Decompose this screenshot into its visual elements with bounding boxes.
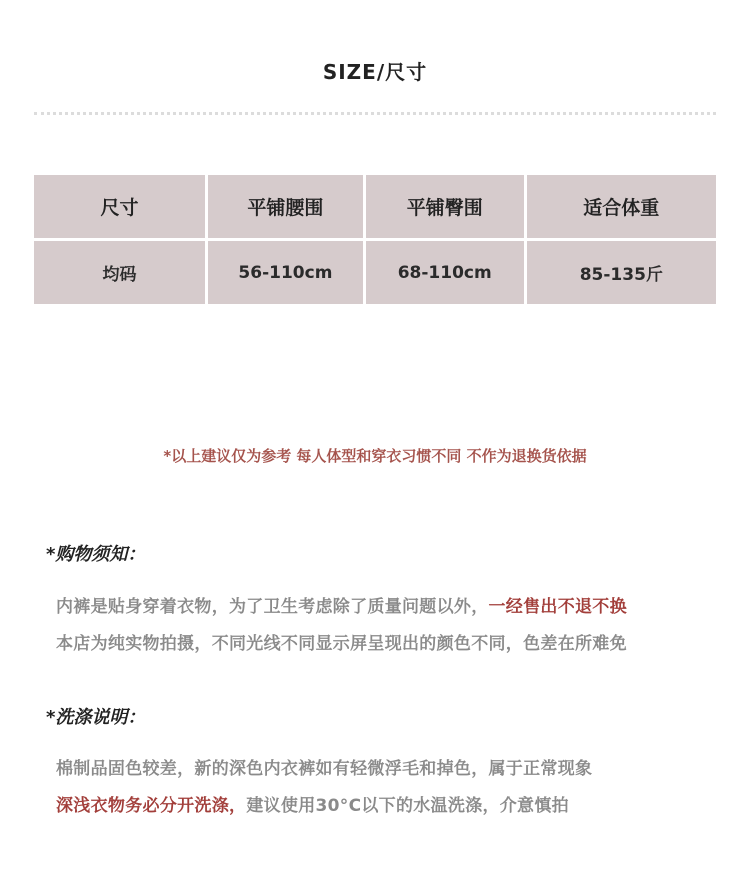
page-title: SIZE/尺寸 bbox=[322, 60, 428, 84]
washing-line-1: 棉制品固色较差，新的深色内衣裤如有轻微浮毛和掉色，属于正常现象 bbox=[56, 759, 593, 779]
reference-note: *以上建议仅为参考 每人体型和穿衣习惯不同 不作为退换货依据 bbox=[163, 447, 587, 465]
table-cell: 85-135斤 bbox=[527, 241, 716, 304]
shopping-notice-title: *购物须知： bbox=[46, 544, 146, 565]
table-header-cell: 尺寸 bbox=[34, 175, 205, 238]
shopping-notice-line-1 bbox=[56, 592, 627, 617]
dotted-divider bbox=[34, 112, 716, 115]
shopping-line-1-text: 内裤是贴身穿着衣物，为了卫生考虑除了质量问题以外， bbox=[56, 597, 489, 617]
size-table bbox=[31, 172, 719, 307]
table-header-cell: 适合体重 bbox=[527, 175, 716, 238]
washing-line-2-text: 建议使用30°C以下的水温洗涤，介意慎拍 bbox=[246, 796, 569, 816]
washing-line-2 bbox=[56, 791, 569, 816]
table-row bbox=[34, 241, 716, 304]
separate-wash-highlight: 深浅衣物务必分开洗涤， bbox=[56, 796, 247, 816]
table-cell: 68-110cm bbox=[366, 241, 524, 304]
washing-instructions-title: *洗涤说明： bbox=[46, 707, 146, 728]
table-header-cell: 平铺腰围 bbox=[208, 175, 363, 238]
table-cell: 56-110cm bbox=[208, 241, 363, 304]
table-header-cell: 平铺臀围 bbox=[366, 175, 524, 238]
shopping-notice-line-2: 本店为纯实物拍摄，不同光线不同显示屏呈现出的颜色不同，色差在所难免 bbox=[56, 634, 627, 654]
table-cell: 均码 bbox=[34, 241, 205, 304]
no-return-highlight: 一经售出不退不换 bbox=[488, 597, 627, 617]
table-header-row bbox=[34, 175, 716, 238]
